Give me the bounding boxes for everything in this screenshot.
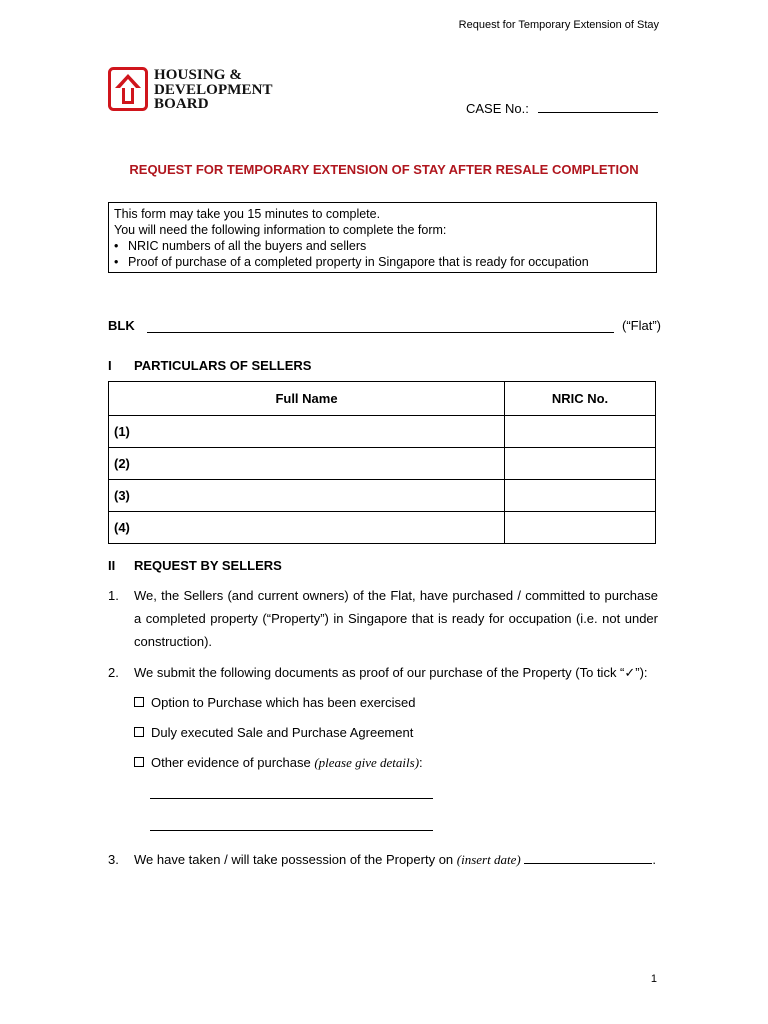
option-label: Other evidence of purchase	[151, 755, 311, 770]
case-input[interactable]	[538, 100, 658, 113]
info-bullet-item	[114, 238, 651, 254]
option-sale-agreement[interactable]	[134, 725, 413, 740]
request-item-3	[108, 848, 668, 871]
seller-nric-cell[interactable]	[505, 448, 656, 480]
other-evidence-line-2[interactable]	[150, 818, 433, 831]
item-end: .	[652, 852, 656, 867]
blk-label: BLK	[108, 318, 135, 333]
section-2-heading	[108, 558, 282, 573]
case-number-field[interactable]	[466, 100, 658, 116]
table-header-row	[109, 382, 656, 416]
item-text-wrap	[134, 848, 668, 871]
option-label: Option to Purchase which has been exercised	[151, 695, 416, 710]
seller-name-cell[interactable]: (4)	[109, 512, 505, 544]
request-item-1	[108, 584, 658, 653]
logo-line-3: BOARD	[154, 96, 209, 112]
info-bullet-item	[114, 254, 651, 270]
section-title: PARTICULARS OF SELLERS	[134, 358, 312, 373]
seller-nric-cell[interactable]	[505, 480, 656, 512]
sellers-table	[108, 381, 656, 544]
section-1-heading	[108, 358, 311, 373]
item-hint: (insert date)	[456, 852, 521, 867]
running-header: Request for Temporary Extension of Stay	[458, 19, 659, 31]
section-number: I	[108, 358, 112, 373]
table-row	[109, 448, 656, 480]
form-title: REQUEST FOR TEMPORARY EXTENSION OF STAY AFTER RESALE COMPLETION	[129, 162, 639, 177]
logo-line-2: DEVELOPMENT	[154, 81, 273, 98]
option-exercised[interactable]	[134, 695, 416, 710]
seller-name-cell[interactable]: (3)	[109, 480, 505, 512]
item-number: 3.	[108, 852, 119, 867]
other-evidence-line-1[interactable]	[150, 786, 433, 799]
option-other-evidence[interactable]	[134, 755, 423, 771]
checkbox-icon[interactable]	[134, 697, 144, 707]
seller-nric-cell[interactable]	[505, 416, 656, 448]
blk-input[interactable]	[147, 318, 614, 333]
house-icon	[108, 67, 148, 111]
table-row	[109, 480, 656, 512]
header-nric: NRIC No.	[505, 382, 656, 416]
blk-field[interactable]	[108, 318, 661, 333]
info-box	[108, 202, 657, 273]
section-title: REQUEST BY SELLERS	[134, 558, 282, 573]
checkbox-icon[interactable]	[134, 727, 144, 737]
bullet-icon: •	[114, 239, 119, 253]
page-number: 1	[650, 973, 657, 985]
info-bullet-text: Proof of purchase of a completed property in Singapore that is ready for occupation	[128, 255, 589, 269]
option-hint: (please give details)	[314, 755, 420, 770]
possession-date-input[interactable]	[524, 851, 652, 864]
request-item-2	[108, 661, 658, 684]
seller-name-cell[interactable]: (1)	[109, 416, 505, 448]
logo-line-1: HOUSING &	[154, 67, 242, 83]
info-line-1: This form may take you 15 minutes to complete.	[114, 207, 381, 221]
logo-wordmark	[154, 68, 273, 112]
table-row	[109, 416, 656, 448]
item-text: We have taken / will take possession of the Property on	[134, 852, 454, 867]
option-colon: :	[419, 755, 423, 770]
seller-name-cell[interactable]: (2)	[109, 448, 505, 480]
table-row	[109, 512, 656, 544]
seller-nric-cell[interactable]	[505, 512, 656, 544]
header-full-name: Full Name	[109, 382, 505, 416]
bullet-icon: •	[114, 255, 119, 269]
section-number: II	[108, 558, 116, 573]
blk-suffix: (“Flat”)	[622, 318, 661, 333]
checkbox-icon[interactable]	[134, 757, 144, 767]
item-number: 1.	[108, 588, 119, 603]
option-label: Duly executed Sale and Purchase Agreement	[151, 725, 414, 740]
item-text: We submit the following documents as proof of our purchase of the Property (To tick “✓”):	[134, 665, 648, 680]
info-line-2: You will need the following information to complete the form:	[114, 223, 447, 237]
info-bullet-text: NRIC numbers of all the buyers and sellers	[128, 239, 367, 253]
case-label: CASE No.:	[466, 101, 529, 116]
item-text: We, the Sellers (and current owners) of the Flat, have purchased / committed to purchase a completed property (“Property”) in Singapore that is ready for occupation (i.e. not under construction).	[134, 588, 658, 649]
hdb-logo	[108, 67, 288, 115]
item-number: 2.	[108, 665, 119, 680]
